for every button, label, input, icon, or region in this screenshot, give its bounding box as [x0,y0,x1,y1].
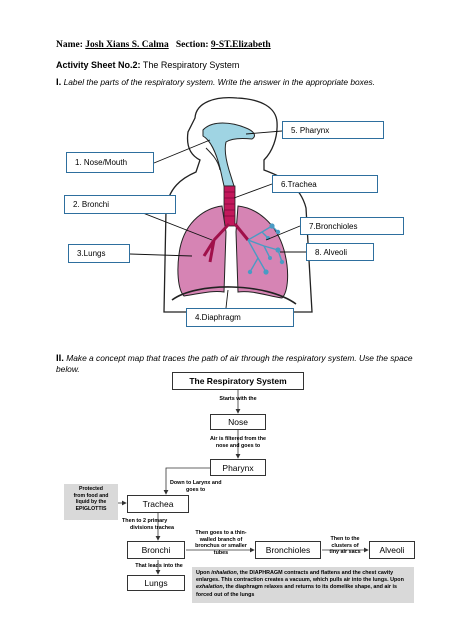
epi-line-2: from food and [73,492,109,499]
text-primary-1: Then to 2 primary [122,518,168,524]
breathing-note [192,567,414,603]
label-trachea: 6.Trachea [272,175,378,193]
label-alveoli: 8. Alveoli [306,243,374,261]
label-diaphragm: 4.Diaphragm [186,308,294,327]
text-cluster-3: tiny air sacs [329,549,361,556]
node-pharynx: Pharynx [210,459,266,476]
note-upon: Upon [196,570,212,576]
part2-text: Make a concept map that traces the path of air through the respiratory system. Use the space below. [56,353,413,374]
part1-number: I. [56,77,62,88]
text-larynx [170,480,230,493]
text-filtered [188,436,288,449]
sheet-title-rest: The Respiratory System [140,60,240,70]
text-larynx-2: goes to [186,486,206,493]
text-thin-1: Then goes to a thin- [195,530,247,536]
node-bronchi: Bronchi [127,541,185,559]
node-trachea: Trachea [127,495,189,513]
section-value: 9-ST.Elizabeth [210,40,271,50]
text-primary-divisions [122,518,192,531]
epi-line-4: EPIGLOTTIS [75,505,107,512]
text-thin-3: bronchus or smaller [195,543,247,550]
text-starts-with: Starts with the [219,396,257,402]
name-label: Name: [56,40,83,50]
section-label: Section: [175,40,209,50]
node-lungs: Lungs [127,575,185,591]
note-part-2: , the diaphragm relaxes and returns to its domelike shape, and air is forced out of the lungs [196,584,398,598]
text-thin-2: walled branch of [199,536,243,543]
node-alveoli: Alveoli [369,541,415,559]
epiglottis-note [64,484,118,520]
sheet-title-bold: Activity Sheet No.2: [56,60,141,70]
note-inhalation: inhalation [211,570,237,576]
text-filtered-2: nose and goes to [215,442,261,449]
note-part-1: , the DIAPHRAGM contracts and flattens and the chest cavity enlarges. This contraction creates a vacuum, which pulls air into the lungs. Upon [196,570,404,584]
text-leads-into: That leads into the [135,563,183,569]
label-nose-mouth: 1. Nose/Mouth [66,152,154,173]
text-thin-walled [188,530,254,556]
node-bronchioles: Bronchioles [255,541,321,559]
epi-line-1: Protected [79,486,103,492]
concept-map-title: The Respiratory System [172,372,304,390]
label-bronchi: 2. Bronchi [64,195,176,214]
note-exhalation: exhalation [196,584,223,591]
part1-text: Label the parts of the respiratory system. Write the answer in the appropriate boxes. [61,77,376,87]
label-bronchioles: 7.Bronchioles [300,217,404,235]
text-primary-2: divisions trachea [130,524,175,531]
node-nose: Nose [210,414,266,430]
text-cluster-2: clusters of [331,542,359,549]
name-value: Josh Xians S. Calma [85,40,169,50]
part2-number: II. [56,353,64,364]
epi-line-3: liquid by the [75,499,107,506]
label-lungs: 3.Lungs [68,244,130,263]
text-larynx-1: Down to Larynx and [170,480,222,486]
text-filtered-1: Air is filtered from the [209,436,266,442]
text-clusters [322,536,368,556]
text-thin-4: tubes [213,549,229,556]
text-cluster-1: Then to the [330,536,360,542]
label-pharynx: 5. Pharynx [282,121,384,139]
